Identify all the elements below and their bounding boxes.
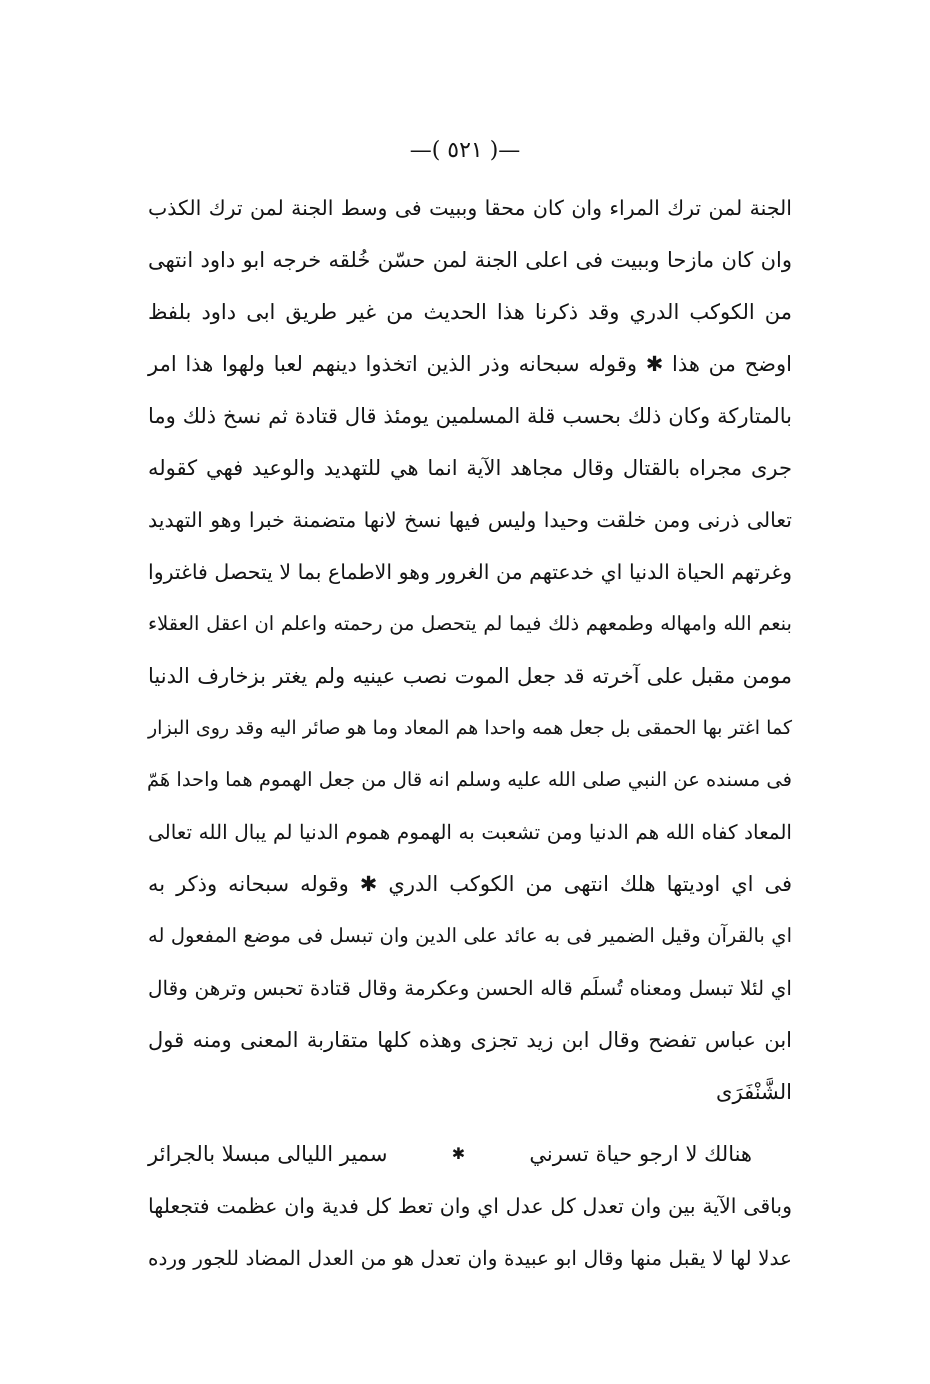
text-line: الجنة لمن ترك المراء وان كان محقا وببيت فى وسط الجنة لمن ترك الكذب	[148, 196, 792, 220]
poetry-verse	[148, 1128, 792, 1180]
text-line: بنعم الله وامهاله وطمعهم ذلك فيما لم يتحصل من رحمته واعلم ان اعقل العقلاء	[148, 612, 792, 635]
text-line: اي لئلا تبسل ومعناه تُسلَم قاله الحسن وعكرمة وقال قتادة تحبس وترهن وقال	[148, 976, 792, 1000]
text-line: اوضح من هذا ✱ وقوله سبحانه وذر الذين اتخذوا دينهم لعبا ولهوا هذا امر	[148, 352, 792, 376]
text-line: وان كان مازحا وببيت فى اعلى الجنة لمن حسّن خُلقه خرجه ابو داود انتهى	[148, 248, 792, 272]
text-line: فى مسنده عن النبي صلى الله عليه وسلم انه قال من جعل الهموم هما واحدا هَمّ	[146, 768, 792, 791]
verse-second-hemistich: سمير الليالى مبسلا بالجرائر	[148, 1142, 388, 1166]
text-line: كما اغتر بها الحمقى بل جعل همه واحدا هم المعاد وما هو صائر اليه وقد روى البزار	[148, 717, 792, 739]
text-line: اي بالقرآن وقيل الضمير فى به عائد على الدين وان تبسل فى موضع المفعول له	[148, 924, 792, 947]
verse-first-hemistich: هنالك لا ارجو حياة تسرني	[529, 1142, 752, 1166]
text-line: فى اي اوديتها هلك انتهى من الكوكب الدري ✱ وقوله سبحانه وذكر به	[148, 872, 792, 896]
text-line: مومن مقبل على آخرته قد جعل الموت نصب عينيه ولم يغتر بزخارف الدنيا	[148, 664, 792, 688]
page-number: —( ٥٢١ )—	[409, 138, 521, 163]
text-line: المعاد كفاه الله هم الدنيا ومن تشعبت به الهموم هموم الدنيا لم يبال الله تعالى	[148, 820, 792, 844]
text-line: ابن عباس تفضح وقال ابن زيد تجزى وهذه كلها متقاربة المعنى ومنه قول	[148, 1028, 792, 1052]
text-line: تعالى ذرنى ومن خلقت وحيدا وليس فيها نسخ لانها متضمنة خبرا وهو التهديد	[148, 508, 792, 532]
text-line: جرى مجراه بالقتال وقال مجاهد الآية انما هي للتهديد والوعيد فهي كقوله	[148, 456, 792, 480]
main-text	[148, 182, 792, 1284]
text-line: من الكوكب الدري وقد ذكرنا هذا الحديث من غير طريق ابى داود بلفظ	[148, 300, 792, 324]
text-line: عدلا لها لا يقبل منها وقال ابو عبيدة وان تعدل هو من العدل المضاد للجور ورده	[148, 1246, 792, 1270]
poet-name: الشَّنْفَرَى	[716, 1080, 792, 1104]
text-line: بالمتاركة وكان ذلك بحسب قلة المسلمين يومئذ قال قتادة ثم نسخ ذلك وما	[148, 404, 792, 428]
text-line: وباقى الآية بين وان تعدل كل عدل اي وان تعط كل فدية وان عظمت فتجعلها	[148, 1194, 792, 1218]
verse-separator: ✱	[451, 1144, 466, 1163]
text-line: وغرتهم الحياة الدنيا اي خدعتهم من الغرور وهو الاطماع بما لا يتحصل فاغتروا	[148, 560, 792, 584]
